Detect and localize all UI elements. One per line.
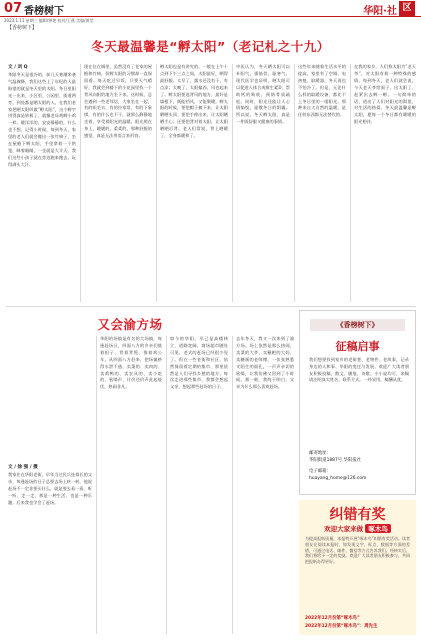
article-column-3: 孵太阳也是有讲究的。一般在上午十点到下午三点之间，太阳最好，晒得最舒服。太早了，露水还没有干，有点凉；太晚了，太阳偏西，风也起来了。孵太阳要选背风的地方，最好是墙根下，既能挡风，又能聚暖。孵太阳的时候，要把帽子摘下来，让太阳晒晒头顶；要把手伸出来，让太阳晒晒手心；还要把背对着太阳，让太阳晒晒后背。老人们常说，背上晒暖了，全身都暖和了。	[160, 64, 228, 139]
article-column-1: 华阳冬天是很冷的，前几天寒潮来袭气温骤降，我们这些上了年纪的人最盼望的就是冬天里的太阳。冬日里阳光一出来，小区里、公园里、街道两旁，到处都是晒太阳的人。在我们老家把晒太阳叫做“孵太阳”，这个孵字用得真是妙极了，就像老母鸡孵小鸡一样，暖洋洋的，安安静静的，什么也不想。记得小时候，每到冬天，家里的老人们就会搬出一张竹椅子，坐在屋檐下孵太阳，手里拿着一个烘笼，眯着眼睛，一坐就是大半天。我们这些小孩子就在旁边跑来跑去，玩得满头大汗。	[8, 72, 76, 167]
call-for-submissions-box	[299, 310, 416, 495]
masthead-logo-mark: 区	[399, 1, 415, 16]
article-byline-2: 文 / 徐 强 / 摄	[8, 465, 38, 470]
promo-body: 为提高报纸质量，本报特开展“啄木鸟”纠错有奖活动。读者朋友在阅读本报时，如发现文字、标点、数据等方面的差错，可通过电话、邮件、微信等方式告诉我们。经核实后，我们将给予一定的奖励。欢迎广大读者朋友积极参与，共同把报纸办得更好。	[305, 536, 410, 565]
section-divider	[6, 306, 416, 307]
article-title-2: 又会渝方场	[97, 317, 163, 332]
article2-column-4: 去年冬天，我又一次来到了渝方场。场上依然是那么热闹，卖菜的大爷、卖糍粑的大妈、卖糖画的老师傅，一张张熟悉又陌生的面孔，一声声亲切的吆喝，让我仿佛又回到了小时候。那一刻，我终于明白，父亲为什么那么喜欢赶场。	[236, 336, 294, 390]
article2-column-2: 华阳的场镇是有名的大场镇，每逢赶场日，四面八方的乡亲们挑着担子、背着背篼、推着鸡公车，从四面八方赶来，把场镇挤得水泄不通。卖菜的、卖肉的、卖鸡鸭的、卖农具的、卖小吃的，吆喝声、讨价还价声此起彼伏，热闹非凡。	[100, 336, 162, 390]
column-tag: 【香榜树下】	[7, 25, 38, 31]
column-divider	[166, 336, 167, 634]
promo-subtitle-pill: 啄木鸟	[365, 524, 391, 533]
promo-footer-2: 2022年12月份第“啄木鸟”：周先生	[305, 624, 378, 629]
column-divider	[294, 64, 295, 302]
address-value: 华阳街道1887号 华阳报社	[309, 458, 362, 463]
masthead-logo: 华阳·社	[363, 6, 397, 17]
column-divider	[156, 64, 157, 302]
column-divider	[80, 64, 81, 302]
section-title: 香榜树下	[24, 6, 64, 17]
box-banner: 《香榜树下》	[310, 319, 405, 331]
email-value: huayang_home@126.com	[309, 476, 367, 481]
article2-column-1: 我家住在华阳老街，早年当过民兵连排长的父亲，每逢赶场的日子总要去场上转一转。他说赶场不一定非要买什么，就是要去看一看、听一听、走一走，那是一种生活，也是一种乐趣。后来我也学会了赶场。	[8, 472, 92, 505]
promo-title: 纠错有奖	[329, 507, 386, 523]
column-divider	[232, 64, 233, 302]
promo-subtitle-text: 欢迎大家来做	[324, 525, 364, 533]
promo-footer-1: 2022年12月份第“啄木鸟”	[305, 616, 360, 621]
column-divider	[350, 64, 351, 302]
article-title: 冬天最温馨是“孵太阳”（老记札之十九）	[91, 39, 330, 54]
error-correction-promo	[299, 500, 416, 635]
page-number: 07	[4, 1, 23, 16]
column-divider	[232, 336, 233, 634]
article-column-2: 现在住在城里，虽然没有了老家的屋檐和竹椅，但孵太阳的习惯却一直保留着。每天吃过早饭，只要天气晴好，我就会到楼下的小花园里找一个背风向阳的地方坐下来。这时候，总会遇到一些老邻居，大家坐在一起，有的织毛衣，有的拉家常，有的下象棋，有的什么也不干，就那么静静地坐着，享受着阳光的温暖。阳光照在身上，暖暖的，柔柔的，那种舒服的感觉，真是无法用语言来形容。	[84, 64, 152, 139]
article-column-4: 中医认为，冬天晒太阳可以补阳气，强筋骨，驱寒气。现代医学也证明，晒太阳可以促进人体合成维生素D，帮助钙的吸收，预防骨质疏松。同时，阳光还能让人心情愉悦，驱散冬日的阴霾。所以说，冬天孵太阳，真是一件既舒服又健康的事情。	[236, 64, 290, 125]
page-header	[0, 0, 421, 17]
address-label: 邮寄地址：	[309, 451, 331, 456]
article2-column-3: 如今的华阳，早已是高楼林立，道路宽阔，商场超市随处可见，老式的赶场已经很少见了。但在一些老街和社区，依然保留着定期的集市，那里依然是人们寻找乡愁的地方。每次走进那些集市，我都会想起父亲，想起那些赶场的日子。	[170, 336, 228, 390]
issue-date-line: 2023.1.11 星期三 编辑/钟艳 校对/王燕 美编/黄莹	[4, 18, 94, 23]
promo-subtitle	[299, 524, 416, 533]
article-column-5: 这些年来随着生活水平的提高，家里有了空调、电热毯、取暖器，冬天再也不怕冷了。但是，无论什么样的取暖设备，都比不上冬日里的一缕阳光。那种来自大自然的温暖，是任何东西都无法替代的。	[298, 64, 346, 118]
box-title: 征稿启事	[335, 340, 380, 353]
article-column-6: 在我的家乡，人们称太阳为“老天爷”，对太阳有着一种特殊的感情。每到冬天，老人们就会说，今天老天爷给面子，出太阳了，赶紧出去孵一孵。一句简单的话，道出了人们对阳光的渴望，对生活的热爱。冬天最温馨是孵太阳，愿每一个冬日都有暖暖的阳光相伴。	[354, 64, 416, 125]
column-divider	[96, 336, 97, 634]
article-byline: 文 / 刘 Q	[8, 65, 28, 70]
box-body: 我们想要找到家乡的老街巷、老物件、老故事，记录身边的人和事、华阳的变迁与发展。欢迎广大读者朋友积极投稿，散文、随笔、诗歌、小小说均可，来稿请注明真实姓名、联系方式。一经采用，稿酬从优。	[309, 357, 409, 383]
email-label: 电子邮箱：	[309, 469, 331, 474]
